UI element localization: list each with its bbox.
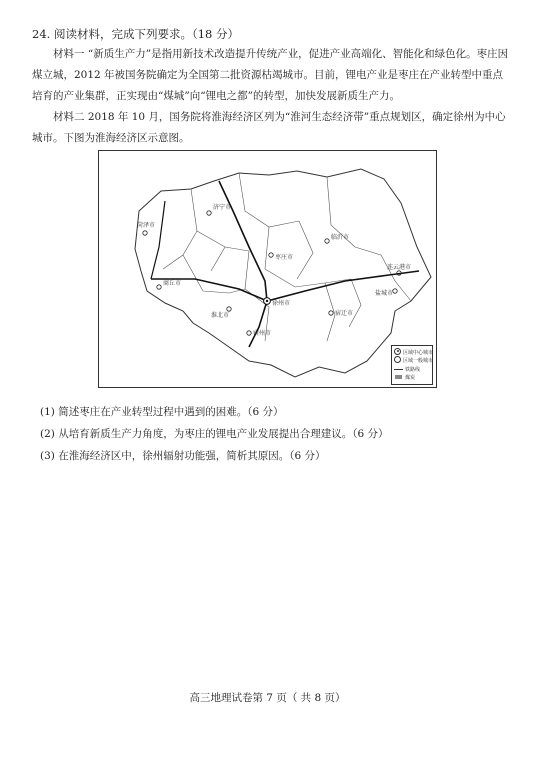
city-lianyungang-label: 连云港市 xyxy=(387,264,412,271)
material-two: 材料二 2018 年 10 月，国务院将淮海经济区列为“淮河生态经济带”重点规划区，确定徐州为中心城市。下图为淮海经济区示意图。 xyxy=(32,111,506,144)
city-shangqiu-marker xyxy=(157,285,161,289)
legend-railway: 铁路线 xyxy=(394,365,430,374)
city-linyi-label: 临沂市 xyxy=(331,234,350,241)
huaihai-map xyxy=(98,150,437,388)
city-heze-label: 菏泽市 xyxy=(137,222,156,229)
city-jining-marker xyxy=(207,211,211,215)
city-suqian-label: 宿迁市 xyxy=(335,310,354,317)
railway-west xyxy=(151,201,165,279)
sub-question-2: (2) 从培育新质生产力角度，为枣庄的锂电产业发展提出合理建议。（6 分） xyxy=(40,428,389,440)
map-legend xyxy=(391,345,433,385)
coal-icon xyxy=(395,375,402,379)
city-huaibei-label: 淮北市 xyxy=(211,312,230,319)
city-xuzhou-label: 徐州市 xyxy=(272,300,291,307)
railway-icon xyxy=(394,369,403,371)
city-huaibei-marker xyxy=(227,307,231,311)
city-jining-label: 济宁市 xyxy=(213,204,232,211)
map-drawing xyxy=(99,151,436,387)
city-yancheng-label: 盐城市 xyxy=(375,290,394,297)
legend-center-city: 区域中心城市 xyxy=(394,348,430,357)
city-suzhou-marker xyxy=(247,331,251,335)
sub-question-3: (3) 在淮海经济区中，徐州辐射功能强，简析其原因。（6 分） xyxy=(40,450,326,462)
city-suzhou-label: 宿州市 xyxy=(253,330,272,337)
general-city-icon xyxy=(394,356,401,363)
city-heze-marker xyxy=(143,231,147,235)
page-footer: 高三地理试卷第 7 页（ 共 8 页） xyxy=(189,692,346,704)
sub-question-1: (1) 简述枣庄在产业转型过程中遇到的困难。（6 分） xyxy=(40,406,284,418)
legend-coal: 煤炭 xyxy=(394,374,430,383)
city-zaozhuang-marker xyxy=(269,253,273,257)
city-suqian-marker xyxy=(329,311,333,315)
city-shangqiu-label: 商丘市 xyxy=(163,280,182,287)
region-boundary xyxy=(135,169,431,377)
material-one: 材料一 “新质生产力”是指用新技术改造提升传统产业，促进产业高端化、智能化和绿色化。枣庄因煤立城，2012 年被国务院确定为全国第二批资源枯竭城市。目前，锂电产业是枣庄在产业转型中重点培育的产业集群，正实现由“煤城”向“锂电之都”的转型，加快发展新质生产力。 xyxy=(32,48,509,102)
question-title: 24. 阅读材料，完成下列要求。（18 分） xyxy=(32,27,239,41)
city-zaozhuang-label: 枣庄市 xyxy=(275,254,294,261)
center-city-icon xyxy=(394,348,401,355)
legend-general-city: 区域一般城市 xyxy=(394,357,430,366)
city-yancheng-marker xyxy=(393,289,397,293)
city-linyi-marker xyxy=(325,239,329,243)
